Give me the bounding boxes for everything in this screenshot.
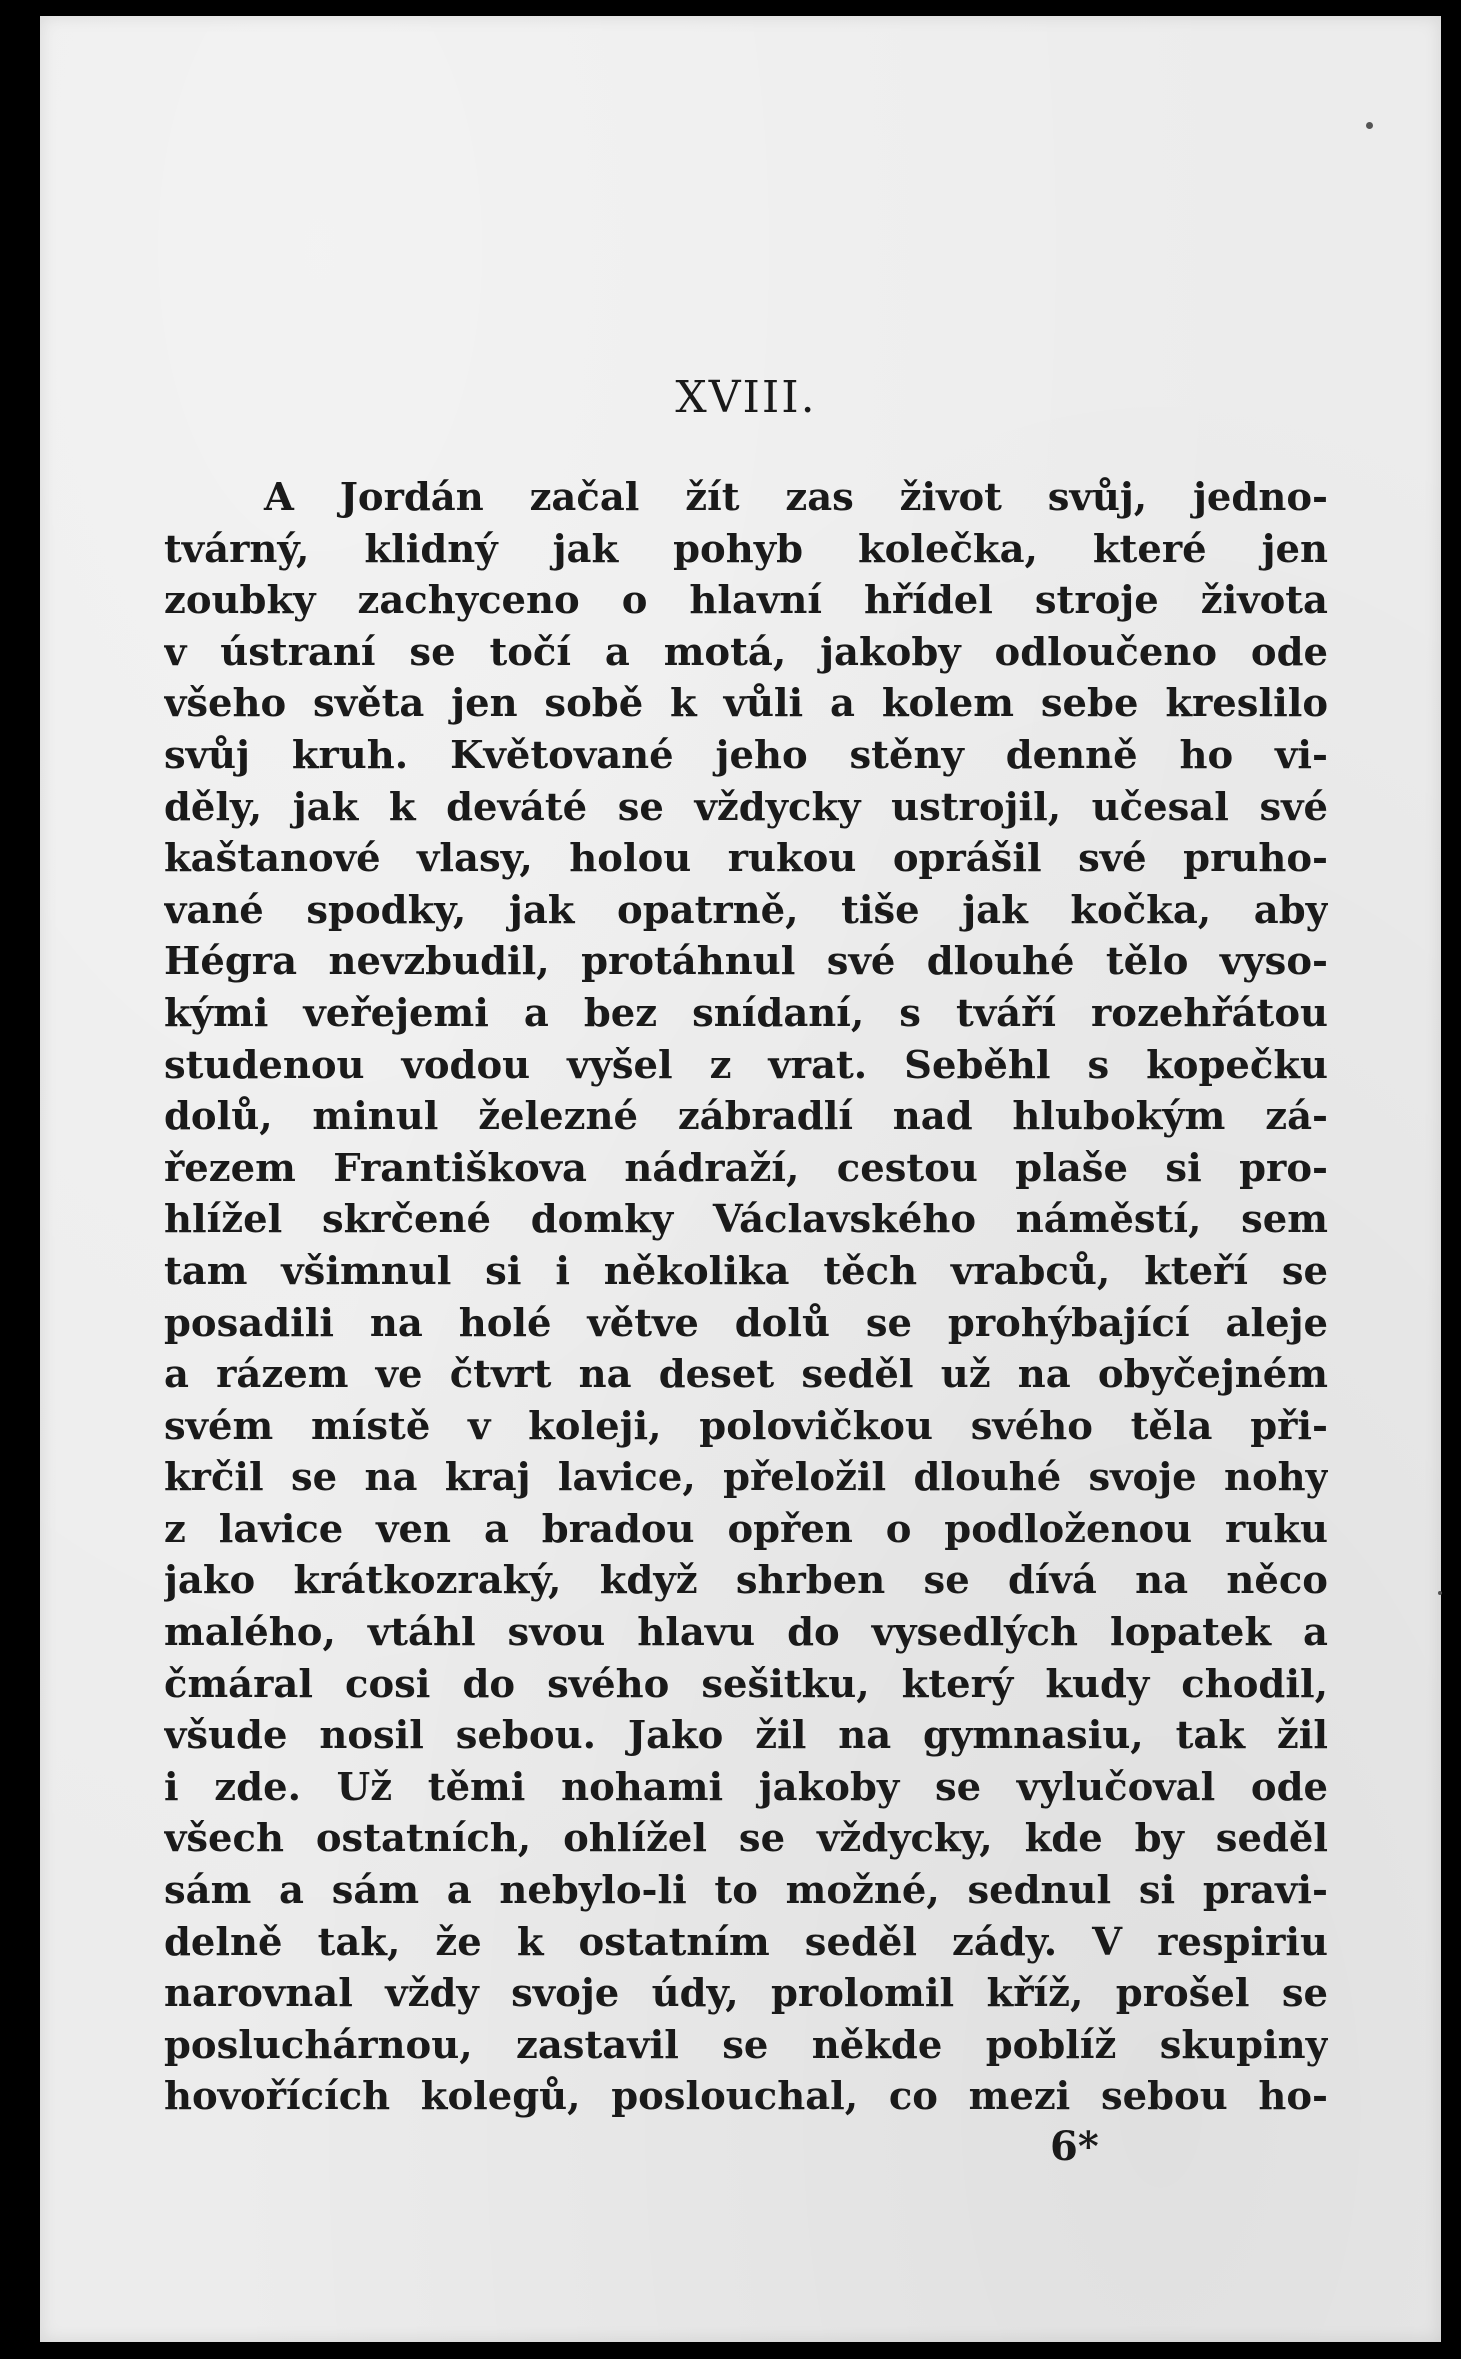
dust-speck [1366,122,1373,129]
book-page [40,16,1441,2342]
text-line: z lavice ven a bradou opřen o podloženou ruku [164,1506,1328,1552]
text-line: všech ostatních, ohlížel se vždycky, kde by seděl [164,1816,1328,1862]
text-line: a rázem ve čtvrt na deset seděl už na obyčejném [164,1352,1328,1398]
text-line: tvárný, klidný jak pohyb kolečka, které jen [164,526,1328,572]
text-line: kými veřejemi a bez snídaní, s tváří rozehřátou [164,990,1328,1036]
page-body [164,372,1328,2123]
text-line: dolů, minul železné zábradlí nad hlubokým zá- [164,1094,1328,1140]
signature-mark: 6* [1050,2123,1099,2170]
text-line: malého, vtáhl svou hlavu do vysedlých lopatek a [164,1610,1328,1656]
text-line: jako krátkozraký, když shrben se dívá na něco [164,1558,1328,1604]
text-line: vané spodky, jak opatrně, tiše jak kočka, aby [164,887,1328,933]
text-line: řezem Františkova nádraží, cestou plaše si pro- [164,1145,1328,1191]
text-line: studenou vodou vyšel z vrat. Seběhl s kopečku [164,1042,1328,1088]
text-line: kaštanové vlasy, holou rukou oprášil své pruho- [164,836,1328,882]
text-line: krčil se na kraj lavice, přeložil dlouhé svoje nohy [164,1455,1328,1501]
text-line: posadili na holé větve dolů se prohýbající aleje [164,1300,1328,1346]
text-line: hlížel skrčené domky Václavského náměstí, sem [164,1197,1328,1243]
text-line: posluchárnou, zastavil se někde poblíž skupiny [164,2022,1328,2068]
text-line: Hégra nevzbudil, protáhnul své dlouhé tělo vyso- [164,939,1328,985]
text-line: tam všimnul si i několika těch vrabců, kteří se [164,1248,1328,1294]
text-line: hovořících kolegů, poslouchal, co mezi sebou ho- [164,2074,1328,2120]
text-line: v ústraní se točí a motá, jakoby odloučeno ode [164,629,1328,675]
chapter-heading: XVIII. [675,372,817,423]
text-line: delně tak, že k ostatním seděl zády. V respiriu [164,1919,1328,1965]
text-line: i zde. Už těmi nohami jakoby se vylučoval ode [164,1764,1328,1810]
text-line: zoubky zachyceno o hlavní hřídel stroje života [164,578,1328,624]
text-line: děly, jak k deváté se vždycky ustrojil, učesal své [164,784,1328,830]
text-line: všeho světa jen sobě k vůli a kolem sebe kreslilo [164,681,1328,727]
text-line: A Jordán začal žít zas život svůj, jedno- [264,475,1328,520]
text-line: čmáral cosi do svého sešitku, který kudy chodil, [164,1661,1328,1707]
dust-speck [1438,1591,1442,1595]
text-line: sám a sám a nebylo-li to možné, sednul si pravi- [164,1868,1328,1914]
text-line: všude nosil sebou. Jako žil na gymnasiu, tak žil [164,1713,1328,1759]
text-line: svůj kruh. Květované jeho stěny denně ho vi- [164,732,1328,778]
text-line: svém místě v koleji, polovičkou svého těla při- [164,1403,1328,1449]
text-line: narovnal vždy svoje údy, prolomil kříž, prošel se [164,1971,1328,2017]
